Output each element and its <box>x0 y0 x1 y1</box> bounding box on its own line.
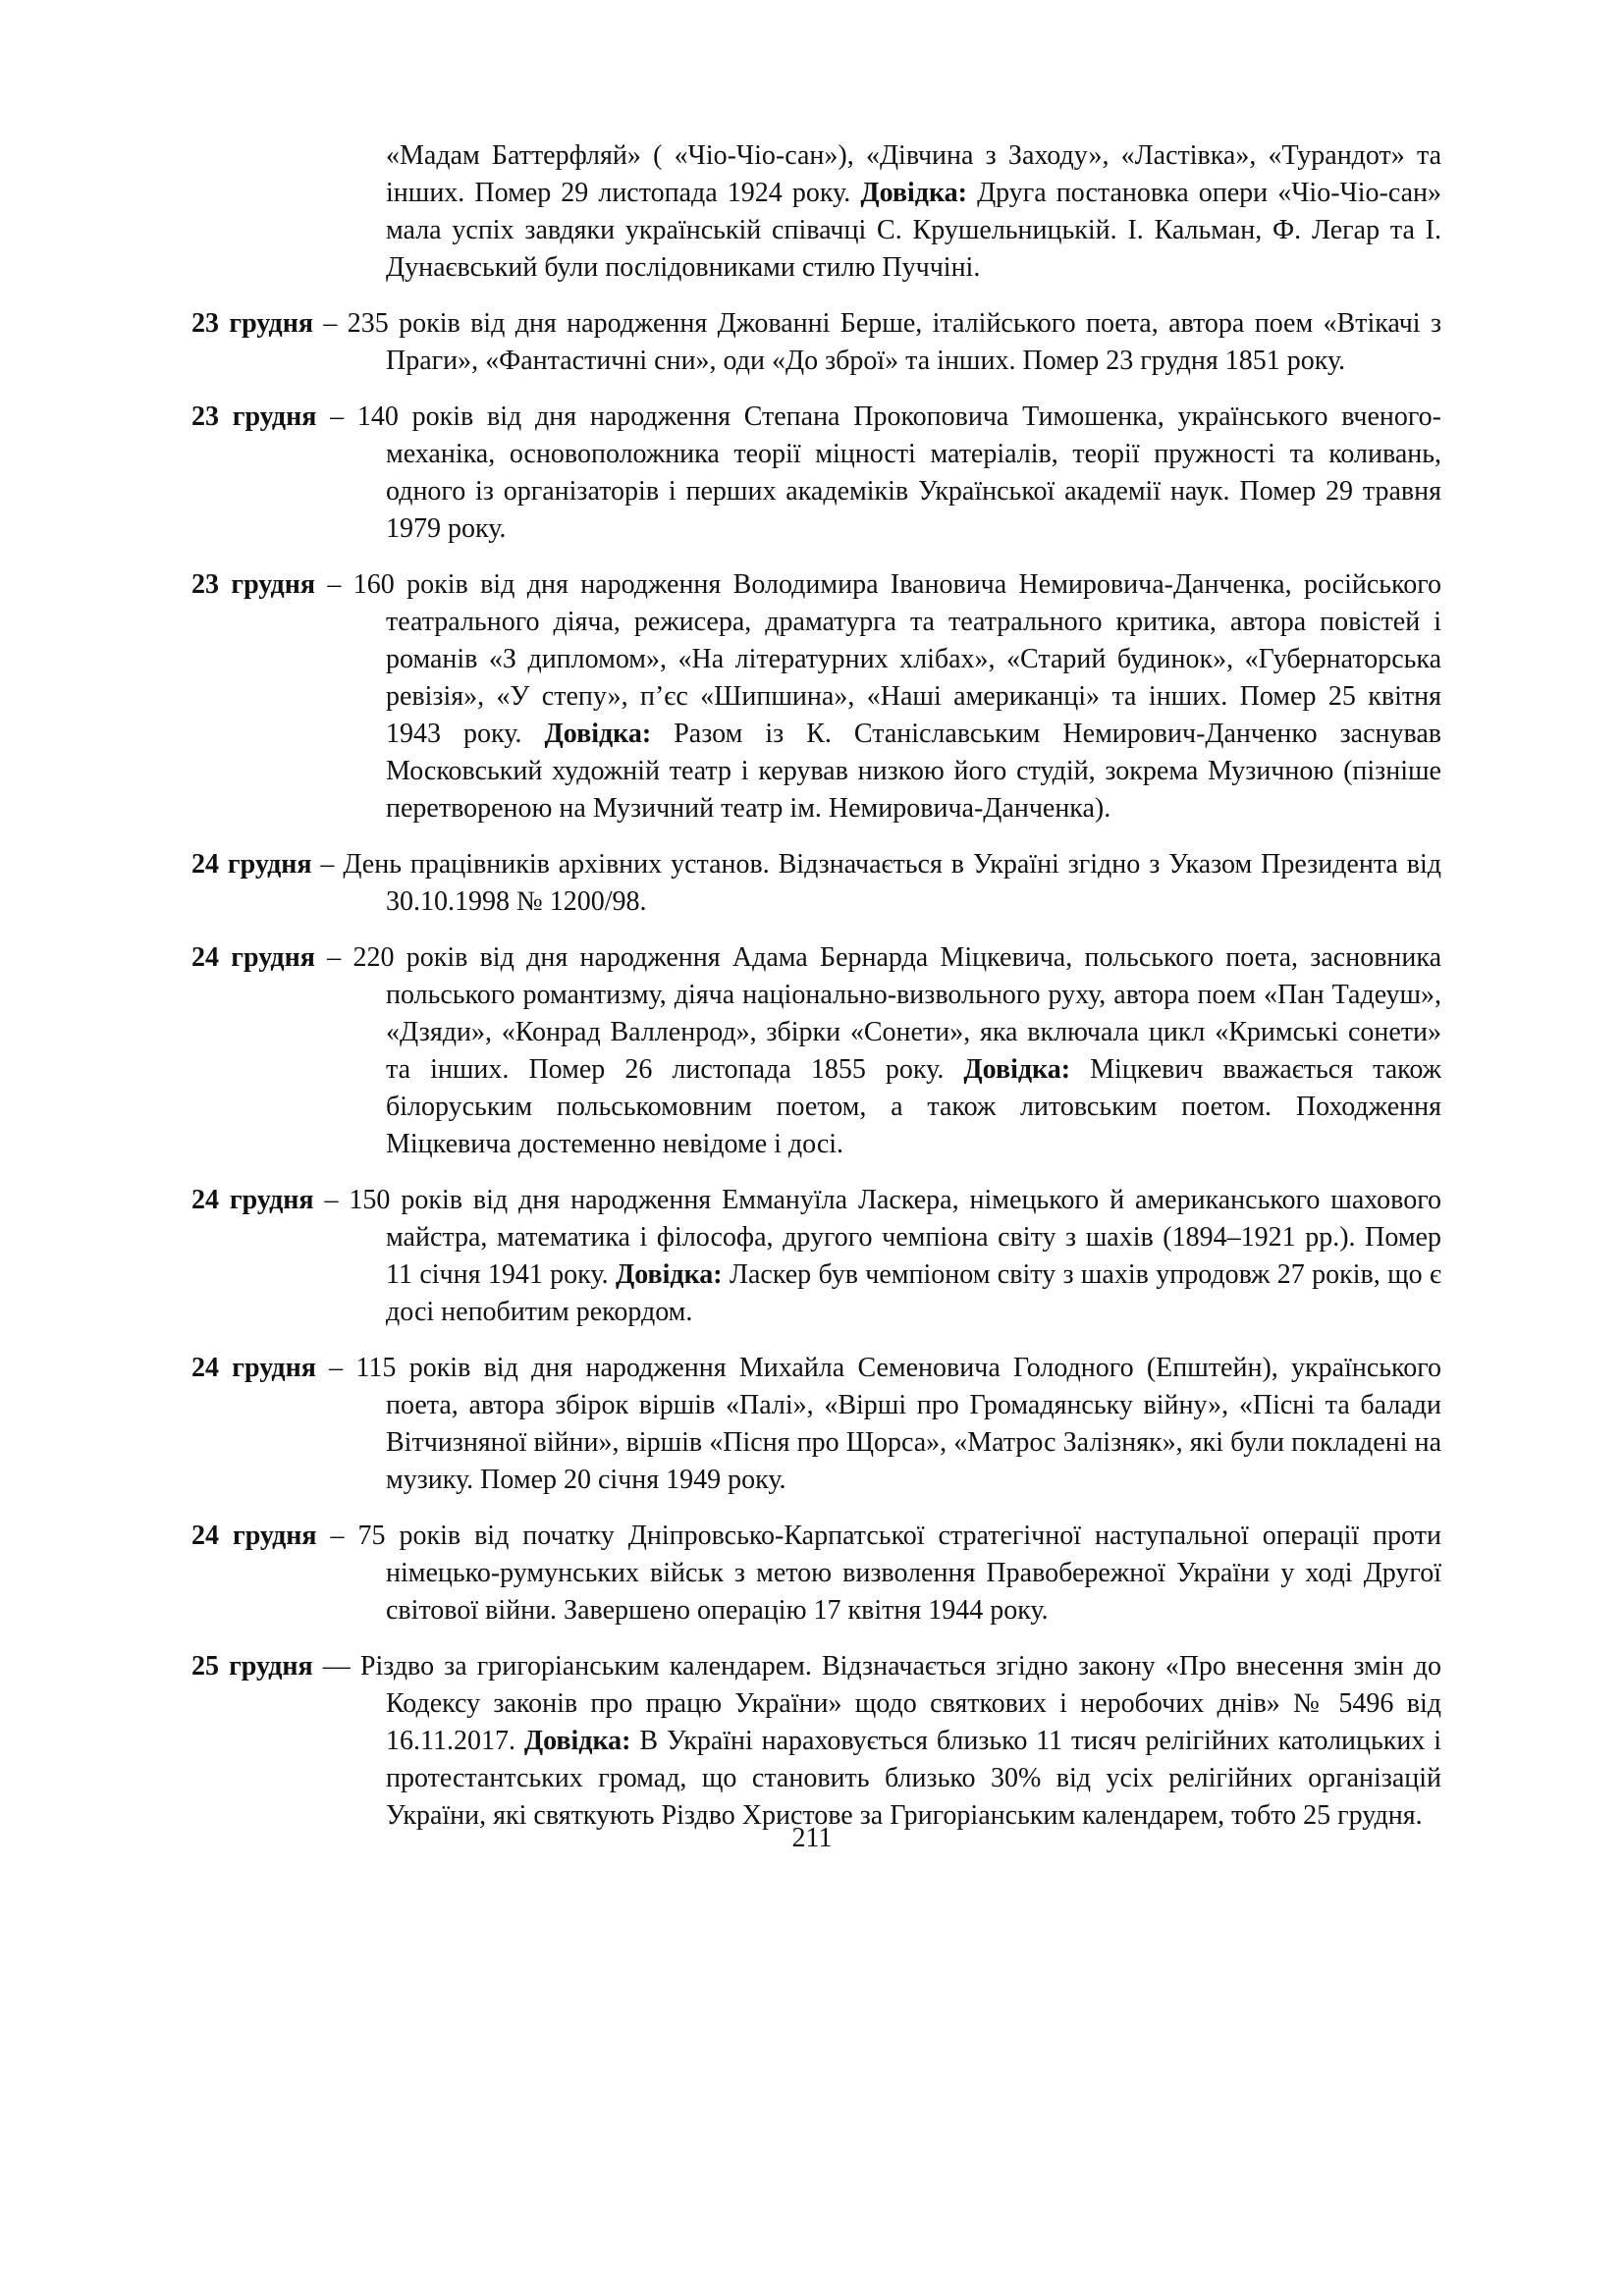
note-text: В Україні нараховується близько 11 тисяч релігійних католицьких і протестантських громад, що становить близько 30% від усіх релігійних організацій України, які святкують Різдво Христове за Григоріанським календарем, тобто 25 грудня. <box>386 1726 1441 1831</box>
calendar-entry <box>191 566 1441 828</box>
entry-separator: – <box>316 401 357 432</box>
entry-separator: – <box>316 1521 358 1551</box>
note-text: Ласкер був чемпіоном світу з шахів упродовж 27 років, що є досі непобитим рекордом. <box>386 1259 1441 1327</box>
calendar-entry <box>191 1648 1441 1835</box>
entry-date: 23 грудня <box>191 401 317 432</box>
entry-date: 24 грудня <box>191 942 315 973</box>
note-label: Довідка: <box>523 1726 631 1756</box>
entry-date: 24 грудня <box>191 849 312 880</box>
page-number: 211 <box>791 1823 833 1853</box>
note-label: Довідка: <box>963 1054 1071 1085</box>
entry-separator: – <box>312 308 348 339</box>
entry-text: 140 років від дня народження Степана Прокоповича Тимошенка, українського вченого-механіка, основоположника теорії міцності матеріалів, теорії пружності та коливань, одного із організаторів і перших академіків Української академії наук. Помер 29 травня 1979 року. <box>356 401 1442 544</box>
entry-date: 23 грудня <box>191 569 315 600</box>
entry-separator: – <box>311 849 344 880</box>
page-body <box>191 137 1441 1853</box>
continuation-paragraph <box>191 137 1441 287</box>
note-label: Довідка: <box>860 178 967 208</box>
calendar-entry <box>191 1350 1441 1499</box>
entry-text: 160 років від дня народження Володимира Івановича Немировича-Данченка, російського театрального діяча, режисера, драматурга та театрального критика, автора повістей і романів «З дипломом», «На літературних хлібах», «Старий будинок», «Губернаторська ревізія», «У степу», п’єс «Шипшина», «Наші американці» та інших. Помер 25 квітня 1943 року. <box>352 569 1441 749</box>
entry-text: 150 років від дня народження Еммануїла Ласкера, німецького й американського шахового майстра, математика і філософа, другого чемпіона світу з шахів (1894–1921 рр.). Помер 11 січня 1941 року. <box>349 1185 1441 1290</box>
note-text: Міцкевич вважається також білоруським польськомовним поетом, а також литовським поетом. Походження Міцкевича достеменно невідоме і досі. <box>386 1054 1442 1159</box>
calendar-entry <box>191 1182 1441 1331</box>
entry-text: 235 років від дня народження Джованні Берше, італійського поета, автора поем «Втікачі з Праги», «Фантастичні сни», оди «До зброї» та інших. Помер 23 грудня 1851 року. <box>347 308 1442 376</box>
entry-text: День працівників архівних установ. Відзначається в Україні згідно з Указом Президента від 30.10.1998 № 1200/98. <box>343 849 1441 917</box>
entry-separator: – <box>314 569 353 600</box>
note-text: Разом із К. Станіславським Немирович-Данченко заснував Московський художній театр і керував низкою його студій, зокрема Музичною (пізніше перетвореною на Музичний театр ім. Немировича-Данченка). <box>386 719 1442 824</box>
entry-text: 115 років від дня народження Михайла Семеновича Голодного (Епштейн), українського поета, автора збірок віршів «Палі», «Вірші про Громадянську війну», «Пісні та балади Вітчизняної війни», віршів «Пісня про Щорса», «Матрос Залізняк», які були покладені на музику. Помер 20 січня 1949 року. <box>355 1353 1442 1495</box>
continuation-text: «Мадам Баттерфляй» ( «Чіо-Чіо-сан»), «Дівчина з Заходу», «Ластівка», «Турандот» та інших. Помер 29 листопада 1924 року. <box>386 140 1441 208</box>
note-text: Друга постановка опери «Чіо-Чіо-сан» мала успіх завдяки українській співачці С. Крушельницькій. І. Кальман, Ф. Легар та І. Дунаєвський були послідовниками стилю Пуччіні. <box>386 178 1442 283</box>
calendar-entry <box>191 846 1441 921</box>
entry-text: 75 років від початку Дніпровсько-Карпатської стратегічної наступальної операції проти німецько-румунських військ з метою визволення Правобережної України у ході Другої світової війни. Завершено операцію 17 квітня 1944 року. <box>357 1521 1441 1626</box>
entry-separator: – <box>315 1353 356 1383</box>
note-label: Довідка: <box>544 719 652 749</box>
entry-separator: – <box>313 1185 350 1215</box>
entry-date: 24 грудня <box>191 1521 317 1551</box>
entry-text: 220 років від дня народження Адама Бернарда Міцкевича, польського поета, засновника польського романтизму, діяча національно-визвольного руху, автора поем «Пан Тадеуш», «Дзяди», «Конрад Валленрод», збірки «Сонети», яка включала цикл «Кримські сонети» та інших. Помер 26 листопада 1855 року. <box>352 942 1442 1085</box>
calendar-entry <box>191 305 1441 380</box>
entry-date: 24 грудня <box>191 1353 316 1383</box>
entry-separator: — <box>312 1651 360 1682</box>
calendar-entry <box>191 399 1441 548</box>
calendar-entry <box>191 939 1441 1163</box>
note-label: Довідка: <box>615 1259 723 1290</box>
entry-separator: – <box>314 942 353 973</box>
entry-date: 25 грудня <box>191 1651 313 1682</box>
entry-date: 23 грудня <box>191 308 313 339</box>
entry-date: 24 грудня <box>191 1185 314 1215</box>
entry-text: Різдво за григоріанським календарем. Відзначається згідно закону «Про внесення змін до Кодексу законів про працю України» щодо святкових і неробочих днів» № 5496 від 16.11.2017. <box>359 1651 1441 1756</box>
calendar-entry <box>191 1518 1441 1629</box>
